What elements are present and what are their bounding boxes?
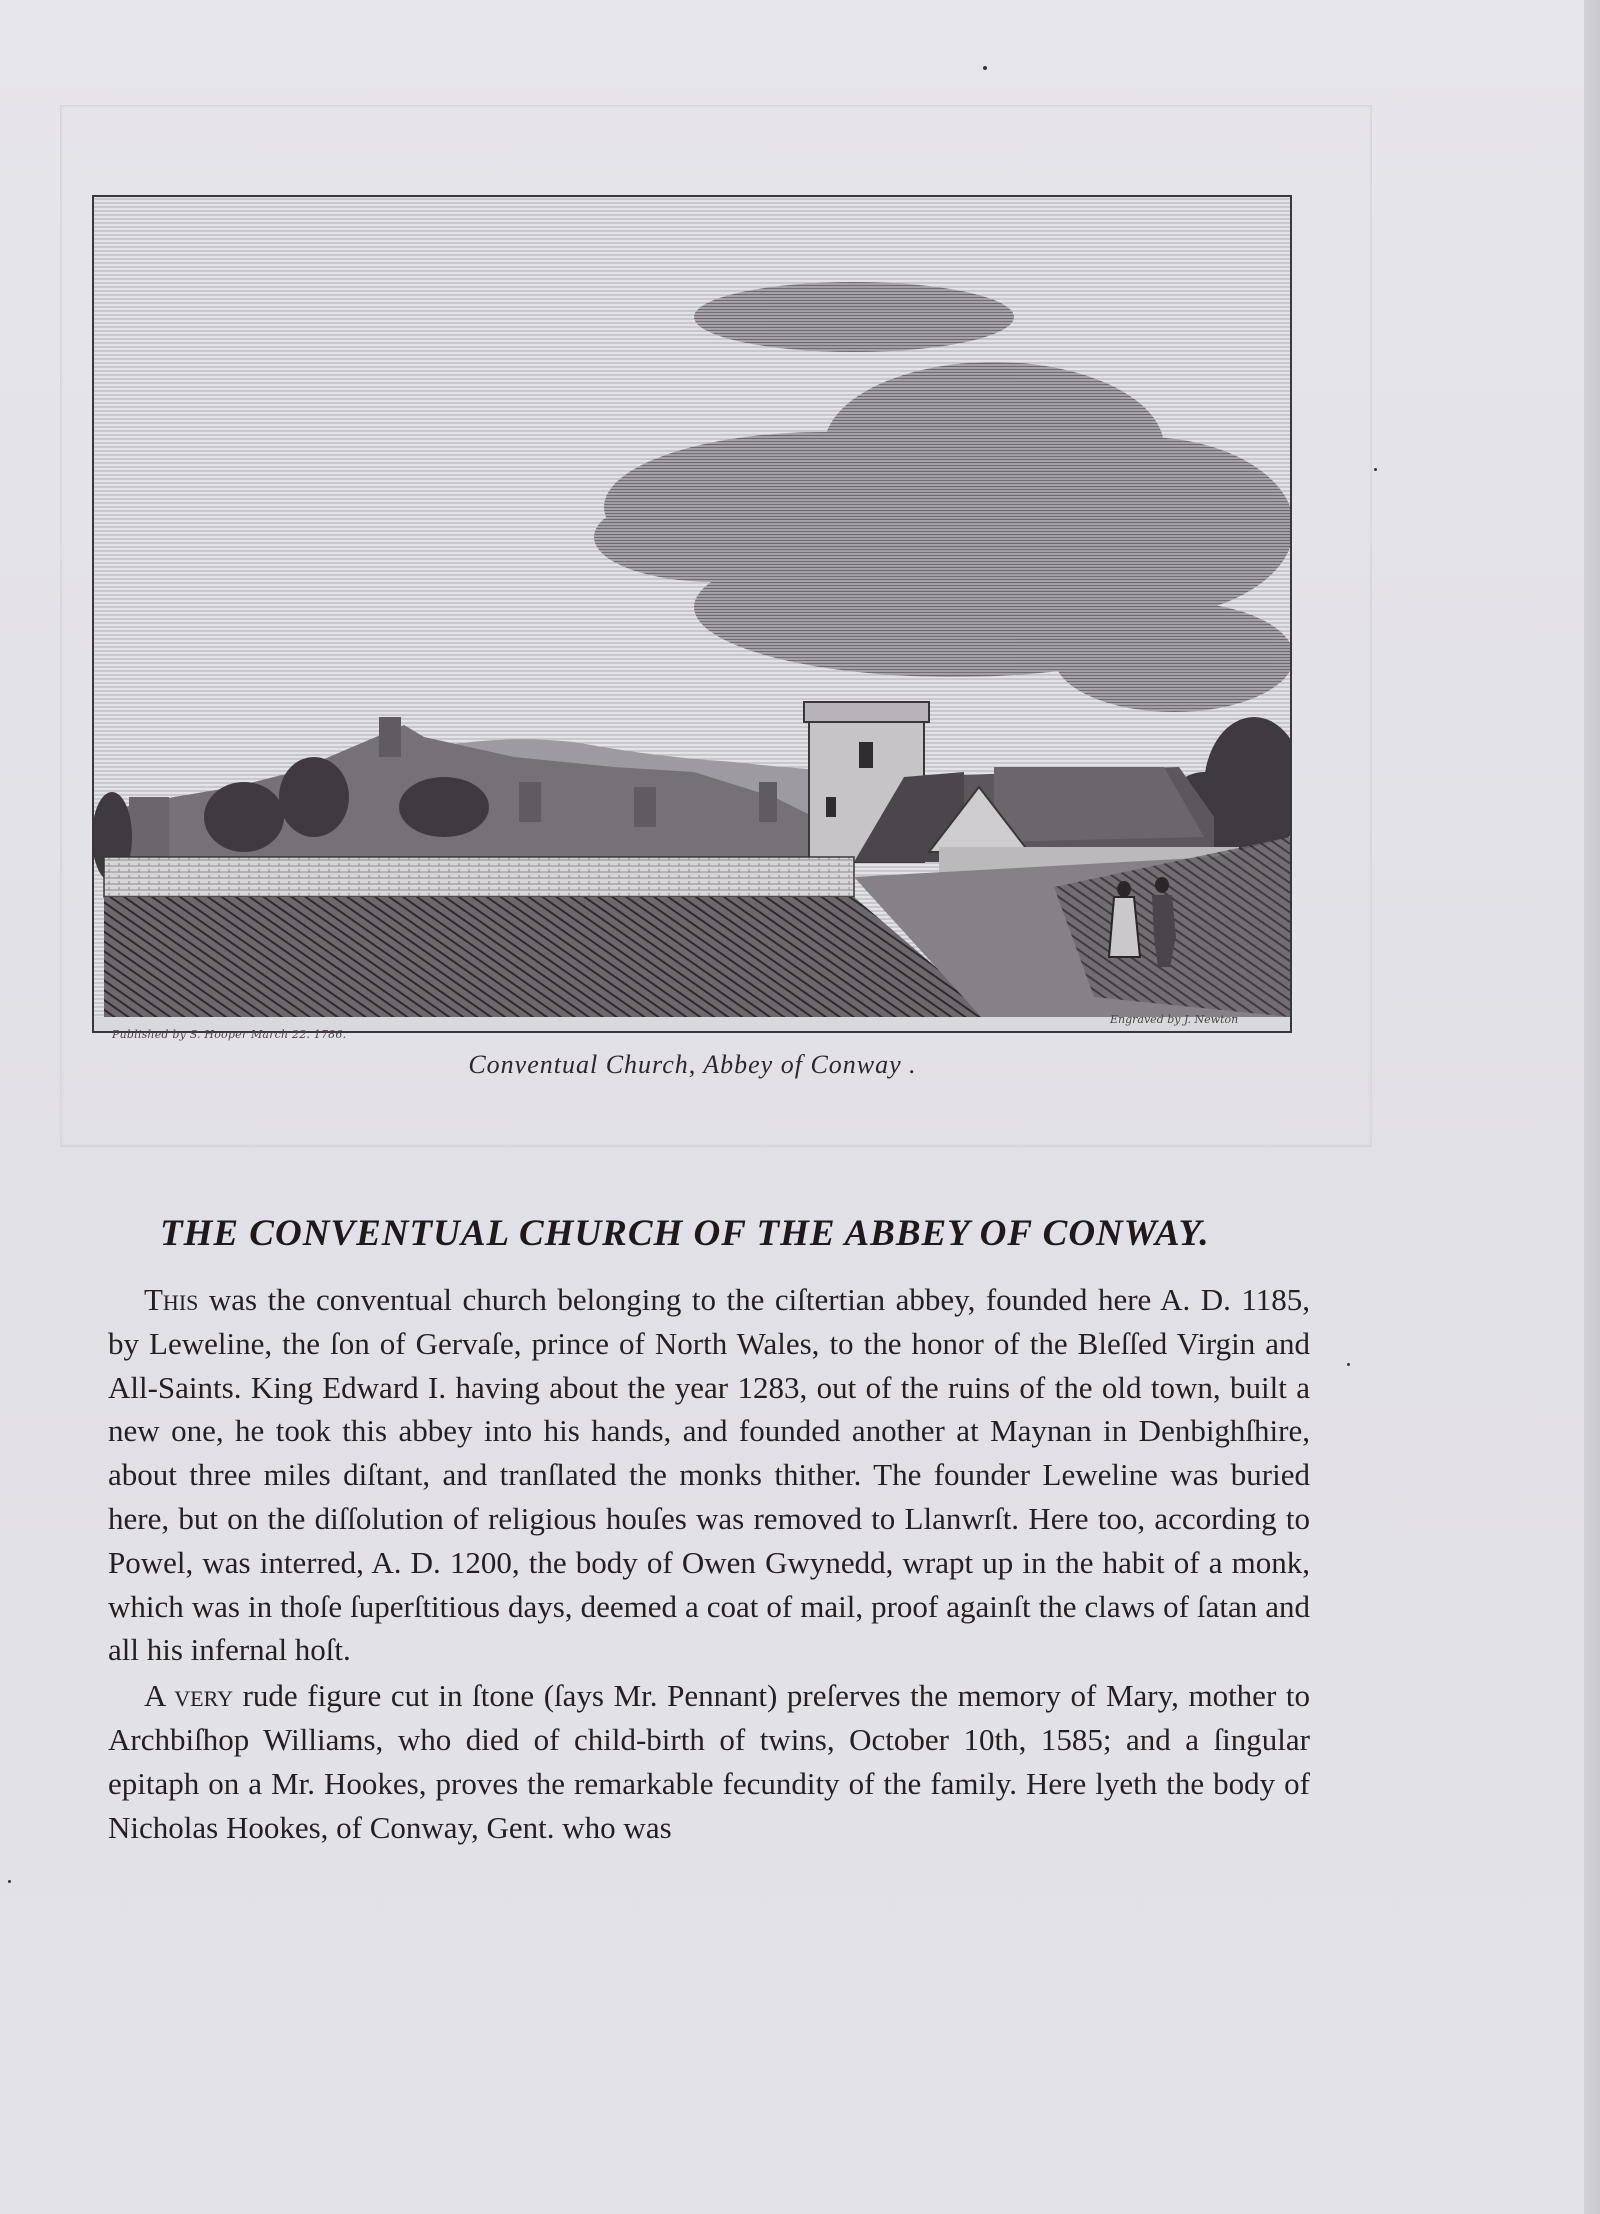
ink-speck [1347,1363,1350,1366]
ink-speck [983,66,987,70]
page-edge [1584,0,1600,2214]
paragraph-1-text: was the conventual church belonging to the ciſtertian abbey, founded here A. D. 1185, by Leweline, the ſon of Gervaſe, prince of North Wales, to the honor of the Bleſſed Virgin and All-Saints. King Edward I. having about the year 1283, out of the ruins of the old town, built a new one, he took this abbey into his hands, and founded another at Maynan in Denbighſhire, about three miles diſtant, and tranſlated the monks thither. The founder Leweline was buried here, but on the diſſolution of religious houſes was removed to Llanwrſt. Here too, according to Powel, was interred, A. D. 1200, the body of Owen Gwynedd, wrapt up in the habit of a monk, which was in thoſe ſuperſtitious days, deemed a coat of mail, proof againſt the claws of ſatan and all his infernal hoſt. [108,1282,1310,1668]
article-body [108,1278,1310,1849]
foreground-field [104,897,994,1017]
paragraph-2-lead: A very [144,1678,233,1714]
paragraph-2 [108,1674,1310,1849]
paragraph-1 [108,1278,1310,1672]
stone-wall [104,857,854,897]
engraving-illustration [92,195,1292,1033]
publisher-imprint: Published by S. Hooper March 22. 1786. [112,1028,347,1041]
engraver-credit: Engraved by J. Newton [1110,1013,1239,1026]
plate-caption: Conventual Church, Abbey of Conway . [468,1050,917,1079]
ink-speck [1374,468,1377,471]
paragraph-1-lead: This [144,1282,199,1317]
paragraph-2-text: rude figure cut in ſtone (ſays Mr. Pennant) preſerves the memory of Mary, mother to Archbiſhop Williams, who died of child-birth of twins, October 10th, 1585; and a ſingular epitaph on a Mr. Hookes, proves the remarkable fecundity of the family. Here lyeth the body of Nicholas Hookes, of Conway, Gent. who was [108,1678,1310,1845]
ink-speck [8,1880,11,1883]
article-heading: THE CONVENTUAL CHURCH OF THE ABBEY OF CONWAY. [160,1213,1210,1254]
